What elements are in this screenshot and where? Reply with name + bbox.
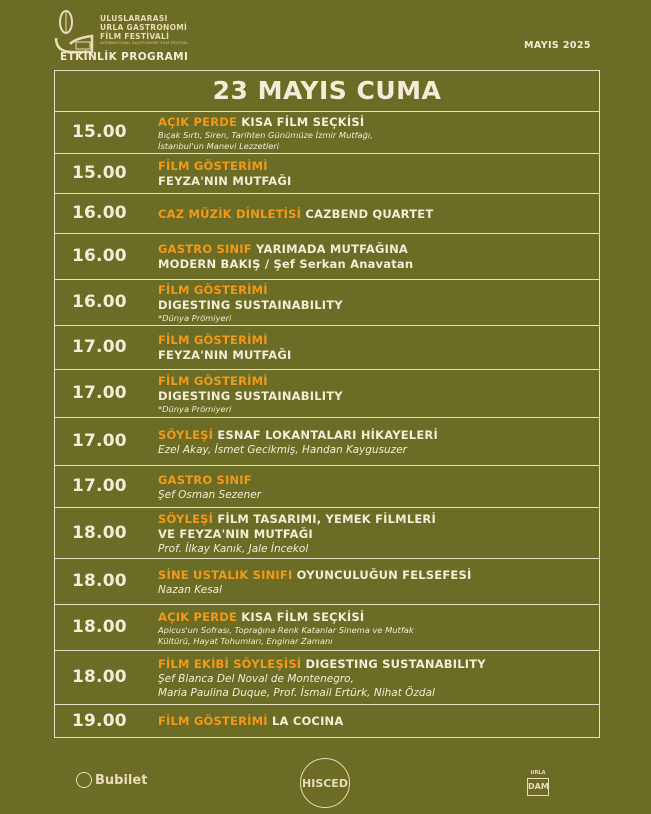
event-content <box>158 159 594 189</box>
event-heading <box>158 115 594 130</box>
event-time: 18.00 <box>72 617 127 637</box>
event-category: AÇIK PERDE <box>158 114 238 129</box>
festival-name-line: URLA GASTRONOMİ <box>100 23 188 32</box>
event-category: FİLM EKİBİ SÖYLEŞİSİ <box>158 656 302 671</box>
event-content <box>158 333 594 363</box>
day-title <box>54 70 600 112</box>
event-time: 16.00 <box>72 246 127 266</box>
event-content <box>158 283 594 324</box>
event-content <box>158 374 594 415</box>
schedule-row <box>54 234 600 280</box>
event-category: AÇIK PERDE <box>158 609 238 624</box>
schedule-row <box>54 154 600 194</box>
event-category: FİLM GÖSTERİMİ <box>158 714 268 728</box>
event-content <box>158 473 594 502</box>
event-title-line: FEYZA'NIN MUTFAĞI <box>158 348 292 362</box>
event-heading <box>158 714 594 729</box>
event-title: FİLM TASARIMI, YEMEK FİLMLERİ <box>217 511 436 526</box>
event-title: CAZBEND QUARTET <box>305 206 434 221</box>
event-heading <box>158 657 594 672</box>
schedule-row <box>54 280 600 326</box>
event-note: Apicus'un Sofrası, Toprağına Renk Katanlar Sinema ve Mutfak <box>158 624 414 635</box>
hisced-text: HISCED <box>302 776 348 790</box>
event-content <box>158 242 594 272</box>
event-heading <box>158 283 594 298</box>
event-note: Kültürü, Hayat Tohumları, Enginar Zamanı <box>158 635 333 646</box>
event-note: *Dünya Prömiyeri <box>158 403 232 414</box>
event-title: YARIMADA MUTFAĞINA <box>256 242 409 256</box>
event-note: Bıçak Sırtı, Siren, Tarihten Günümüze İzmir Mutfağı, <box>158 129 373 140</box>
day-title-text: 23 MAYIS CUMA <box>212 76 442 105</box>
event-heading <box>158 159 594 174</box>
event-speakers: Şef Blanca Del Noval de Montenegro, <box>158 672 354 685</box>
event-category: FİLM GÖSTERİMİ <box>158 282 268 297</box>
event-content <box>158 610 594 647</box>
event-title-line: MODERN BAKIŞ / Şef Serkan Anavatan <box>158 257 414 271</box>
event-time: 15.00 <box>72 122 127 142</box>
event-speakers: Maria Paulina Duque, Prof. İsmail Ertürk, Nihat Özdal <box>158 686 435 699</box>
event-category: FİLM GÖSTERİMİ <box>158 333 268 347</box>
bubilet-text: Bubilet <box>95 772 148 788</box>
schedule-row <box>54 705 600 738</box>
schedule-row <box>54 112 600 154</box>
event-time: 16.00 <box>72 203 127 223</box>
festival-name-english: INTERNATIONAL GASTRONOMY FILM FESTIVAL <box>100 41 189 45</box>
event-time: 17.00 <box>72 337 127 357</box>
event-speakers: Şef Osman Sezener <box>158 488 262 501</box>
event-heading <box>158 242 594 257</box>
month-label: MAYIS 2025 <box>524 40 591 51</box>
event-category: FİLM GÖSTERİMİ <box>158 159 268 173</box>
schedule-row <box>54 194 600 234</box>
event-category: FİLM GÖSTERİMİ <box>158 373 268 388</box>
event-time: 16.00 <box>72 292 127 312</box>
event-content <box>158 657 594 700</box>
event-title: ESNAF LOKANTALARI HİKAYELERİ <box>217 427 438 442</box>
bubilet-icon <box>76 772 92 788</box>
event-heading <box>158 610 594 625</box>
urla-text: URLA <box>530 770 546 776</box>
event-title: OYUNCULUĞUN FELSEFESİ <box>296 567 472 582</box>
event-heading <box>158 512 594 527</box>
festival-name <box>100 14 188 46</box>
schedule-row <box>54 418 600 466</box>
event-time: 17.00 <box>72 431 127 451</box>
event-heading <box>158 333 594 348</box>
event-speakers: Ezel Akay, İsmet Gecikmiş, Handan Kaygusuzer <box>158 443 407 456</box>
event-heading <box>158 374 594 389</box>
festival-name-line: FİLM FESTİVALİ <box>100 32 170 41</box>
program-label: ETKİNLİK PROGRAMI <box>60 51 189 63</box>
event-note: *Dünya Prömiyeri <box>158 312 232 323</box>
event-heading <box>158 207 594 222</box>
event-title: DIGESTING SUSTANABILITY <box>305 656 486 671</box>
dam-text: DAM <box>527 778 549 796</box>
bubilet-logo <box>76 772 147 788</box>
schedule-row <box>54 370 600 418</box>
event-category: CAZ MÜZİK DİNLETİSİ <box>158 206 302 221</box>
event-category: GASTRO SINIF <box>158 472 252 487</box>
event-heading <box>158 428 594 443</box>
event-title-line: FEYZA'NIN MUTFAĞI <box>158 174 292 188</box>
event-title: KISA FİLM SEÇKİSİ <box>241 114 365 129</box>
urla-dam-logo <box>527 770 549 796</box>
event-content <box>158 714 594 729</box>
event-time: 15.00 <box>72 163 127 183</box>
event-title: KISA FİLM SEÇKİSİ <box>241 609 365 624</box>
schedule-row <box>54 508 600 559</box>
event-content <box>158 115 594 152</box>
event-speakers: Nazan Kesal <box>158 583 223 596</box>
event-content <box>158 428 594 457</box>
schedule-row <box>54 651 600 705</box>
event-category: SİNE USTALIK SINIFI <box>158 567 293 582</box>
event-time: 19.00 <box>72 710 127 731</box>
schedule-row <box>54 326 600 370</box>
event-note: İstanbul'un Manevi Lezzetleri <box>158 140 280 151</box>
event-time: 18.00 <box>72 571 127 591</box>
schedule-row <box>54 466 600 508</box>
event-title-line: DIGESTING SUSTAINABILITY <box>158 388 343 403</box>
event-category: SÖYLEŞİ <box>158 427 214 442</box>
event-title-line: VE FEYZA'NIN MUTFAĞI <box>158 526 313 541</box>
event-content <box>158 568 594 597</box>
event-title-line: DIGESTING SUSTAINABILITY <box>158 297 343 312</box>
event-content <box>158 512 594 556</box>
event-time: 18.00 <box>72 522 127 543</box>
event-category: SÖYLEŞİ <box>158 511 214 526</box>
event-speakers: Prof. İlkay Kanık, Jale İncekol <box>158 542 309 555</box>
event-category: GASTRO SINIF <box>158 242 252 256</box>
event-time: 18.00 <box>72 667 127 687</box>
festival-name-line: ULUSLARARASI <box>100 14 168 23</box>
event-heading <box>158 568 594 583</box>
event-time: 17.00 <box>72 383 127 403</box>
schedule-row <box>54 559 600 605</box>
schedule-row <box>54 605 600 651</box>
event-time: 17.00 <box>72 476 127 496</box>
event-heading <box>158 473 594 488</box>
hisced-logo <box>300 758 350 808</box>
event-title: LA COCINA <box>271 714 344 728</box>
event-content <box>158 207 594 222</box>
